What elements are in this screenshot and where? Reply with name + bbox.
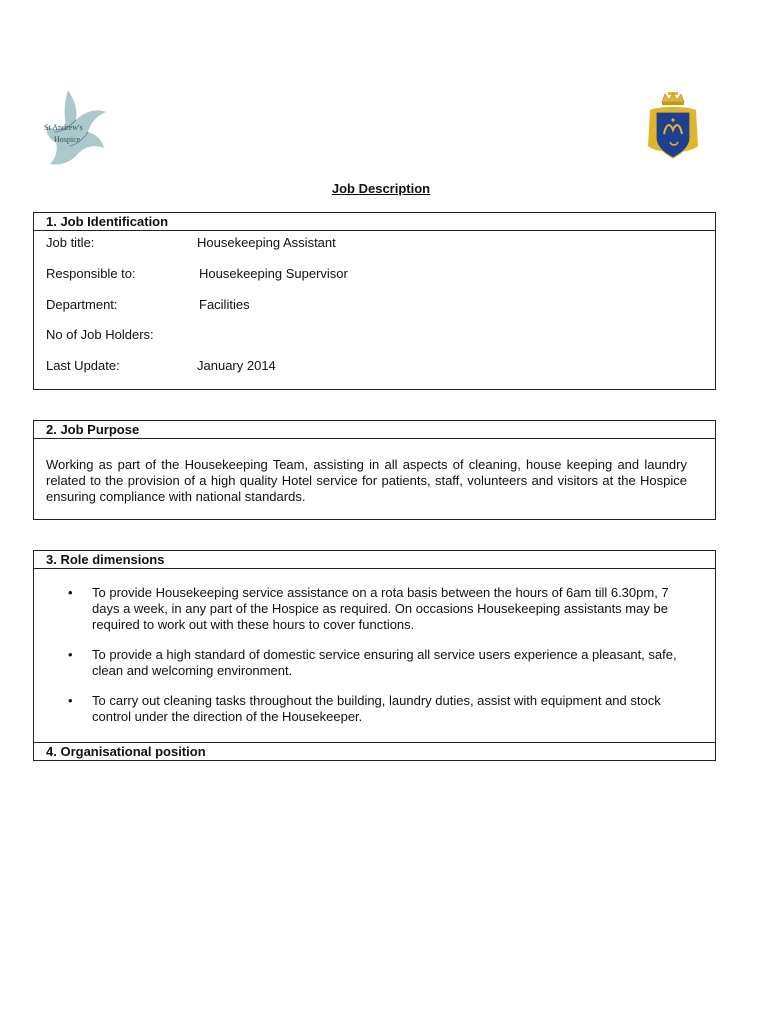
- section-heading-organisational-position: 4. Organisational position: [46, 744, 206, 759]
- dove-logo-icon: [40, 86, 120, 168]
- last-update-value: January 2014: [197, 358, 276, 373]
- job-title-label: Job title:: [46, 235, 95, 250]
- role-dimensions-list: [34, 585, 699, 739]
- job-identification-section: [33, 212, 716, 390]
- list-item-text: To provide a high standard of domestic service ensuring all service users experience a pleasant, safe, clean and welcoming environment.: [92, 647, 677, 678]
- job-purpose-text: Working as part of the Housekeeping Team, assisting in all aspects of cleaning, house keeping and laundry related to the provision of a high quality Hotel service for patients, staff, volunteers and visitors at the Hospice ensuring compliance with national standards.: [46, 457, 687, 504]
- list-item: [34, 585, 699, 633]
- job-title-value: Housekeeping Assistant: [197, 235, 336, 250]
- section-heading-role-dimensions: 3. Role dimensions: [34, 551, 715, 569]
- list-item: [34, 693, 699, 725]
- bullet-icon: •: [68, 693, 73, 708]
- logo-text-line2: Hospice: [54, 135, 81, 144]
- crest-logo-icon: [644, 90, 702, 162]
- bullet-icon: •: [68, 647, 73, 662]
- crest-logo: [644, 90, 702, 162]
- department-value: Facilities: [199, 297, 250, 312]
- logo-text-line1: St Andrew's: [44, 123, 83, 132]
- role-dimensions-section: [33, 550, 716, 744]
- section-heading-job-identification: 1. Job Identification: [34, 213, 715, 231]
- department-label: Department:: [46, 297, 118, 312]
- job-purpose-section: [33, 420, 716, 520]
- page-title: Job Description: [331, 181, 431, 196]
- organisational-position-section: [33, 742, 716, 761]
- list-item-text: To provide Housekeeping service assistance on a rota basis between the hours of 6am till 6.30pm, 7 days a week, in any part of the Hospice as required. On occasions Housekeeping assistants may be required to work out with these hours to cover functions.: [92, 585, 669, 632]
- st-andrews-hospice-logo: [40, 86, 120, 168]
- bullet-icon: •: [68, 585, 73, 600]
- section-heading-job-purpose: 2. Job Purpose: [34, 421, 715, 439]
- responsible-to-value: Housekeeping Supervisor: [199, 266, 348, 281]
- list-item: [34, 647, 699, 679]
- job-holders-label: No of Job Holders:: [46, 327, 154, 342]
- last-update-label: Last Update:: [46, 358, 120, 373]
- responsible-to-label: Responsible to:: [46, 266, 136, 281]
- list-item-text: To carry out cleaning tasks throughout the building, laundry duties, assist with equipment and stock control under the direction of the Housekeeper.: [92, 693, 661, 724]
